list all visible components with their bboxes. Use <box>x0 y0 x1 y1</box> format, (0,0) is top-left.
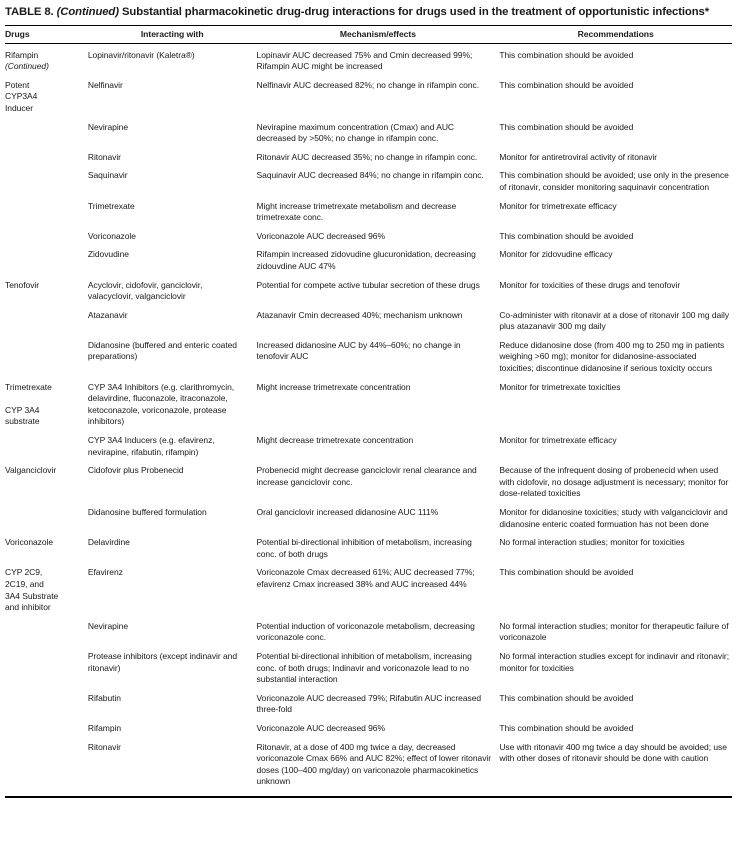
cell-mechanism: Potential bi-directional inhibition of metabolism, increasing conc. of both drugs <box>256 537 472 559</box>
cell-interacting-with: Cidofovir plus Probenecid <box>87 465 184 476</box>
table-row <box>5 340 732 382</box>
cell-drug-group <box>5 723 88 742</box>
table-row <box>5 742 732 795</box>
cell-interacting-with: Trimetrexate <box>87 200 135 211</box>
table-row <box>5 122 732 152</box>
cell-recommendation: Monitor for antiretroviral activity of ritonavir <box>499 151 658 162</box>
cell-mechanism: Atazanavir Cmin decreased 40%; mechanism unknown <box>256 309 463 320</box>
table-row <box>5 170 732 200</box>
table-row <box>5 435 732 465</box>
drug-group-line: substrate <box>5 416 40 427</box>
cell-mechanism: Nevirapine maximum concentration (Cmax) and AUC decreased by >50%; no change in rifampin conc. <box>256 121 455 144</box>
cell-drug-group <box>5 621 88 651</box>
cell-drug-group <box>5 201 88 231</box>
cell-drug-group <box>5 382 88 435</box>
cell-drug-group <box>5 567 88 620</box>
table-row <box>5 80 732 122</box>
cell-interacting-with: Lopinavir/ritonavir (Kaletra®) <box>87 49 195 60</box>
cell-recommendation: Monitor for trimetrexate efficacy <box>499 435 617 446</box>
cell-interacting-with: Ritonavir <box>87 151 121 162</box>
cell-recommendation: This combination should be avoided <box>499 49 634 60</box>
column-header-mechanism-effects: Mechanism/effects <box>257 25 500 43</box>
cell-recommendation: Co-administer with ritonavir at a dose of ritonavir 100 mg daily plus atazanavir 300 mg daily <box>499 309 730 332</box>
cell-mechanism: Voriconazole AUC decreased 96% <box>256 230 385 241</box>
cell-interacting-with: Atazanavir <box>87 309 128 320</box>
cell-recommendation: This combination should be avoided <box>499 722 634 733</box>
table-row <box>5 310 732 340</box>
cell-recommendation: Because of the infrequent dosing of probenecid when used with cidofovir, no dosage adjustment is necessary; monitor for dose-related toxicities <box>499 465 729 499</box>
drug-group-line: and inhibitor <box>5 602 51 613</box>
cell-drug-group <box>5 742 88 795</box>
drug-group-line: Potent <box>5 79 30 90</box>
interactions-table <box>5 25 732 795</box>
cell-interacting-with: Saquinavir <box>87 170 128 181</box>
cell-recommendation: Monitor for trimetrexate toxicities <box>499 381 621 392</box>
cell-mechanism: Ritonavir AUC decreased 35%; no change in rifampin conc. <box>256 151 478 162</box>
table-row <box>5 382 732 435</box>
table-title <box>5 6 732 20</box>
drug-group-line: Tenofovir <box>5 279 40 290</box>
cell-recommendation: This combination should be avoided <box>499 121 634 132</box>
cell-recommendation: Monitor for zidovudine efficacy <box>499 249 613 260</box>
cell-drug-group <box>5 249 88 279</box>
cell-interacting-with: Rifampin <box>87 722 122 733</box>
drug-group-line: (Continued) <box>5 61 49 72</box>
cell-mechanism: Might increase trimetrexate metabolism and decrease trimetrexate conc. <box>256 200 457 223</box>
cell-interacting-with: Ritonavir <box>87 741 121 752</box>
drug-group-line: CYP 3A4 <box>5 404 40 415</box>
cell-interacting-with: Delavirdine <box>87 537 130 548</box>
cell-recommendation: No formal interaction studies; monitor for therapeutic failure of voriconazole <box>499 620 729 643</box>
cell-drug-group <box>5 170 88 200</box>
cell-drug-group <box>5 340 88 382</box>
cell-interacting-with: Voriconazole <box>87 230 136 241</box>
table-row <box>5 43 732 80</box>
table-title-number: TABLE 8. <box>5 6 54 18</box>
cell-interacting-with: Protease inhibitors (except indinavir and ritonavir) <box>87 650 238 673</box>
cell-drug-group <box>5 507 88 537</box>
cell-drug-group <box>5 651 88 693</box>
cell-recommendation: No formal interaction studies except for indinavir and ritonavir; monitor for toxicities <box>499 650 730 673</box>
table-row <box>5 507 732 537</box>
cell-mechanism: Might decrease trimetrexate concentration <box>256 435 414 446</box>
cell-recommendation: Reduce didanosine dose (from 400 mg to 250 mg in patients weighing >60 mg); monitor for didanosine-associated toxicities; discontinue didanosine if serious toxicity occurs <box>499 339 725 374</box>
drug-group-line: 2C19, and <box>5 578 44 589</box>
cell-drug-group <box>5 465 88 507</box>
cell-drug-group <box>5 80 88 122</box>
cell-drug-group <box>5 280 88 310</box>
cell-interacting-with: Efavirenz <box>87 567 123 578</box>
cell-recommendation: Monitor for toxicities of these drugs and tenofovir <box>499 279 681 290</box>
cell-mechanism: Nelfinavir AUC decreased 82%; no change in rifampin conc. <box>256 79 480 90</box>
cell-mechanism: Oral ganciclovir increased didanosine AUC 111% <box>256 507 439 517</box>
cell-recommendation: No formal interaction studies; monitor for toxicities <box>499 537 685 548</box>
cell-drug-group <box>5 231 88 250</box>
cell-mechanism: Saquinavir AUC decreased 84%; no change in rifampin conc. <box>256 170 484 181</box>
drug-group-line: Rifampin <box>5 49 39 60</box>
cell-drug-group <box>5 310 88 340</box>
table-row <box>5 152 732 171</box>
cell-drug-group <box>5 693 88 723</box>
cell-mechanism: Potential bi-directional inhibition of metabolism, increasing conc. of both drugs; Indinavir and voriconazole lead to no substantial interaction <box>256 650 472 685</box>
cell-mechanism: Might increase trimetrexate concentration <box>256 381 411 392</box>
table-bottom-rule <box>5 796 732 798</box>
drug-group-line: CYP 2C9, <box>5 567 43 578</box>
cell-drug-group <box>5 152 88 171</box>
column-header-recommendations: Recommendations <box>499 25 732 43</box>
table-row <box>5 537 732 567</box>
cell-mechanism: Lopinavir AUC decreased 75% and Cmin decreased 99%; Rifampin AUC might be increased <box>256 49 473 72</box>
cell-drug-group <box>5 435 88 465</box>
table-row <box>5 280 732 310</box>
table-row <box>5 465 732 507</box>
cell-interacting-with: Nevirapine <box>87 620 129 631</box>
cell-mechanism: Potential for compete active tubular secretion of these drugs <box>256 279 480 290</box>
cell-recommendation: Use with ritonavir 400 mg twice a day should be avoided; use with other doses of ritonavir should be done with caution <box>499 741 727 764</box>
table-row <box>5 621 732 651</box>
cell-recommendation: This combination should be avoided <box>499 692 634 703</box>
cell-recommendation: This combination should be avoided <box>499 567 634 578</box>
cell-interacting-with: CYP 3A4 Inducers (e.g. efavirenz, nevirapine, rifabutin, rifampin) <box>87 435 215 457</box>
cell-recommendation: Monitor for trimetrexate efficacy <box>499 200 617 211</box>
table-row <box>5 231 732 250</box>
cell-mechanism: Voriconazole Cmax decreased 61%; AUC decreased 77%; efavirenz Cmax increased 38% and AUC increased 44% <box>256 567 475 589</box>
table-header-row <box>5 25 732 43</box>
cell-drug-group <box>5 122 88 152</box>
drug-group-line <box>5 393 80 405</box>
cell-mechanism: Ritonavir, at a dose of 400 mg twice a day, decreased voriconazole Cmax 66% and AUC 82%; effect of lower ritonavir doses (100–400 mg/day) on variconazole pharmacokinetics unknown <box>256 741 492 787</box>
table-row <box>5 693 732 723</box>
cell-mechanism: Voriconazole AUC decreased 96% <box>256 722 385 733</box>
cell-drug-group <box>5 43 88 80</box>
drug-group-line: CYP3A4 <box>5 91 38 102</box>
cell-interacting-with: CYP 3A4 Inhibitors (e.g. clarithromycin, delavirdine, fluconazole, itraconazole, ketoconazole, voriconazole, protease inhibitors) <box>87 381 235 427</box>
table-row <box>5 723 732 742</box>
table-title-text: Substantial pharmacokinetic drug-drug interactions for drugs used in the treatment of opportunistic infections* <box>121 6 710 18</box>
drug-group-line: Valganciclovir <box>5 465 57 476</box>
drug-group-line: Trimetrexate <box>5 381 52 392</box>
cell-mechanism: Potential induction of voriconazole metabolism, decreasing voriconazole conc. <box>256 620 475 643</box>
cell-mechanism: Voriconazole AUC decreased 79%; Rifabutin AUC increased three-fold <box>256 692 482 715</box>
cell-recommendation: This combination should be avoided <box>499 230 634 241</box>
cell-interacting-with: Didanosine (buffered and enteric coated preparations) <box>87 339 237 362</box>
column-header-drugs: Drugs <box>5 25 88 43</box>
table-title-continued: (Continued) <box>56 6 119 18</box>
cell-mechanism: Rifampin increased zidovudine glucuronidation, decreasing zidouvdine AUC 47% <box>256 249 476 271</box>
cell-interacting-with: Nevirapine <box>87 121 129 132</box>
table-row <box>5 249 732 279</box>
table-row <box>5 651 732 693</box>
drug-group-line: 3A4 Substrate <box>5 590 59 601</box>
cell-interacting-with: Didanosine buffered formulation <box>87 507 207 517</box>
cell-recommendation: Monitor for didanosine toxicities; study with valganciclovir and didanosine enteric coated formuation has not been done <box>499 507 728 529</box>
cell-drug-group <box>5 537 88 567</box>
table-row <box>5 567 732 620</box>
drug-group-line: Inducer <box>5 102 34 113</box>
column-header-interacting-with: Interacting with <box>88 25 257 43</box>
cell-mechanism: Increased didanosine AUC by 44%–60%; no change in tenofovir AUC <box>256 339 461 362</box>
cell-interacting-with: Rifabutin <box>87 692 121 703</box>
table-row <box>5 201 732 231</box>
cell-recommendation: This combination should be avoided <box>499 79 634 90</box>
cell-recommendation: This combination should be avoided; use only in the presence of ritonavir, consider monitoring saquinavir concentration <box>499 170 729 192</box>
cell-interacting-with: Nelfinavir <box>87 79 123 90</box>
cell-interacting-with: Acyclovir, cidofovir, ganciclovir, valacyclovir, valganciclovir <box>87 279 203 302</box>
cell-mechanism: Probenecid might decrease ganciclovir renal clearance and increase ganciclovir conc. <box>256 465 477 487</box>
drug-group-line: Voriconazole <box>5 537 54 548</box>
cell-interacting-with: Zidovudine <box>87 249 129 260</box>
